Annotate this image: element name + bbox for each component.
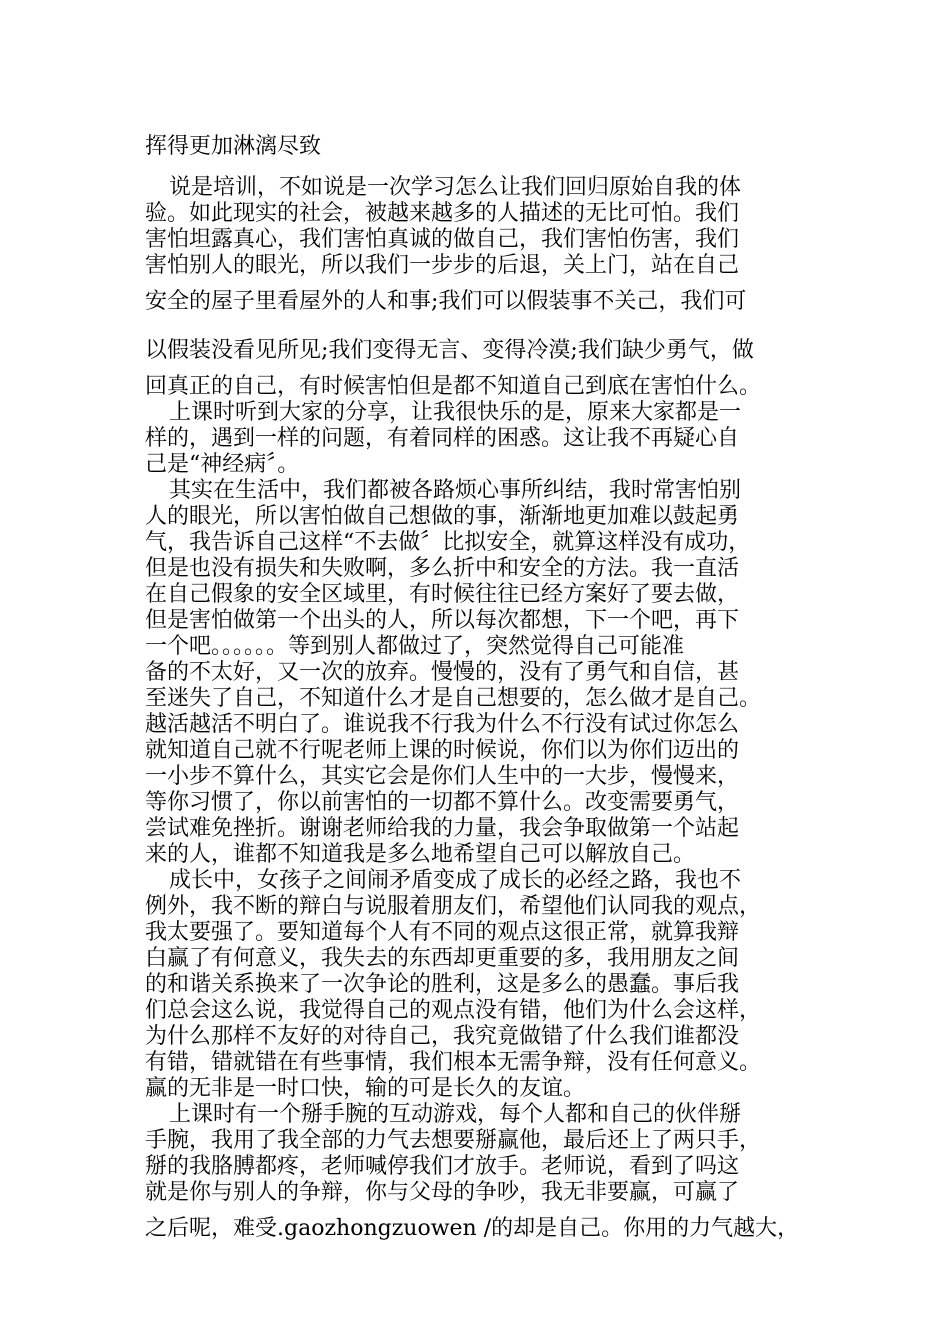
text-line: 例外，我不断的辩白与说服着朋友们，希望他们认同我的观点， bbox=[145, 894, 762, 919]
text-line: 安全的屋子里看屋外的人和事;我们可以假装事不关己，我们可 bbox=[145, 289, 747, 314]
text-line: 己是“神经病〞。 bbox=[145, 452, 300, 477]
text-line: 越活越活不明白了。谁说我不行我为什么不行没有试过你怎么 bbox=[145, 712, 740, 737]
text-line: 上课时有一个掰手腕的互动游戏，每个人都和自己的伙伴掰 bbox=[169, 1102, 742, 1127]
text-line: 我太要强了。要知道每个人有不同的观点这很正常，就算我辩 bbox=[145, 920, 740, 945]
text-line: 们总会这么说，我觉得自己的观点没有错，他们为什么会这样， bbox=[145, 998, 762, 1023]
text-line: 但是也没有损失和失败啊，多么折中和安全的方法。我一直活 bbox=[145, 556, 740, 581]
text-line: 挥得更加淋漓尽致 bbox=[145, 134, 322, 159]
text-line: 害怕坦露真心，我们害怕真诚的做自己，我们害怕伤害，我们 bbox=[145, 227, 740, 252]
text-line: 就是你与别人的争辩，你与父母的争吵，我无非要赢，可赢了 bbox=[145, 1180, 740, 1205]
text-line: 的和谐关系换来了一次争论的胜利，这是多么的愚蠢。事后我 bbox=[145, 972, 740, 997]
text-line: 一小步不算什么，其实它会是你们人生中的一大步，慢慢来， bbox=[145, 764, 740, 789]
text-line: 人的眼光，所以害怕做自己想做的事，渐渐地更加难以鼓起勇 bbox=[145, 504, 740, 529]
text-line: 来的人，谁都不知道我是多么地希望自己可以解放自己。 bbox=[145, 842, 696, 867]
text-line: 备的不太好，又一次的放弃。慢慢的，没有了勇气和自信，甚 bbox=[145, 660, 740, 685]
text-line: 但是害怕做第一个出头的人，所以每次都想，下一个吧，再下 bbox=[145, 608, 740, 633]
text-line: 上课时听到大家的分享，让我很快乐的是，原来大家都是一 bbox=[169, 400, 742, 425]
text-line: 成长中，女孩子之间闹矛盾变成了成长的必经之路，我也不 bbox=[169, 868, 742, 893]
text-line: 以假装没看见所见;我们变得无言、变得冷漠;我们缺少勇气，做 bbox=[145, 338, 754, 363]
text-line: 至迷失了自己，不知道什么才是自己想要的，怎么做才是自己。 bbox=[145, 686, 762, 711]
text-line: 说是培训，不如说是一次学习怎么让我们回归原始自我的体 bbox=[169, 175, 742, 200]
text-line: 在自己假象的安全区域里，有时候往往已经方案好了要去做， bbox=[145, 582, 740, 607]
text-line: 掰的我胳膊都疼，老师喊停我们才放手。老师说，看到了吗这 bbox=[145, 1154, 740, 1179]
text-line: 为什么那样不友好的对待自己，我究竟做错了什么我们谁都没 bbox=[145, 1024, 740, 1049]
text-line: 一个吧。。。。。。等到别人都做过了，突然觉得自己可能准 bbox=[145, 634, 685, 659]
text-line: 回真正的自己，有时候害怕但是都不知道自己到底在害怕什么。 bbox=[145, 374, 762, 399]
text-line: 之后呢，难受.gaozhongzuowen /的却是自己。你用的力气越大， bbox=[145, 1216, 800, 1241]
text-line: 尝试难免挫折。谢谢老师给我的力量，我会争取做第一个站起 bbox=[145, 816, 740, 841]
text-line: 等你习惯了，你以前害怕的一切都不算什么。改变需要勇气， bbox=[145, 790, 740, 815]
text-line: 气，我告诉自己这样“不去做〞比拟安全，就算这样没有成功， bbox=[145, 530, 751, 555]
text-line: 赢的无非是一时口快，输的可是长久的友谊。 bbox=[145, 1076, 586, 1101]
text-line: 验。如此现实的社会，被越来越多的人描述的无比可怕。我们 bbox=[145, 201, 740, 226]
text-line: 其实在生活中，我们都被各路烦心事所纠结，我时常害怕别 bbox=[169, 478, 742, 503]
text-line: 就知道自己就不行呢老师上课的时候说，你们以为你们迈出的 bbox=[145, 738, 740, 763]
text-line: 手腕，我用了我全部的力气去想要掰赢他，最后还上了两只手， bbox=[145, 1128, 762, 1153]
text-line: 害怕别人的眼光，所以我们一步步的后退，关上门，站在自己 bbox=[145, 253, 740, 278]
text-line: 白赢了有何意义，我失去的东西却更重要的多，我用朋友之间 bbox=[145, 946, 740, 971]
text-line: 样的，遇到一样的问题，有着同样的困惑。这让我不再疑心自 bbox=[145, 426, 740, 451]
text-line: 有错，错就错在有些事情，我们根本无需争辩，没有任何意义。 bbox=[145, 1050, 762, 1075]
